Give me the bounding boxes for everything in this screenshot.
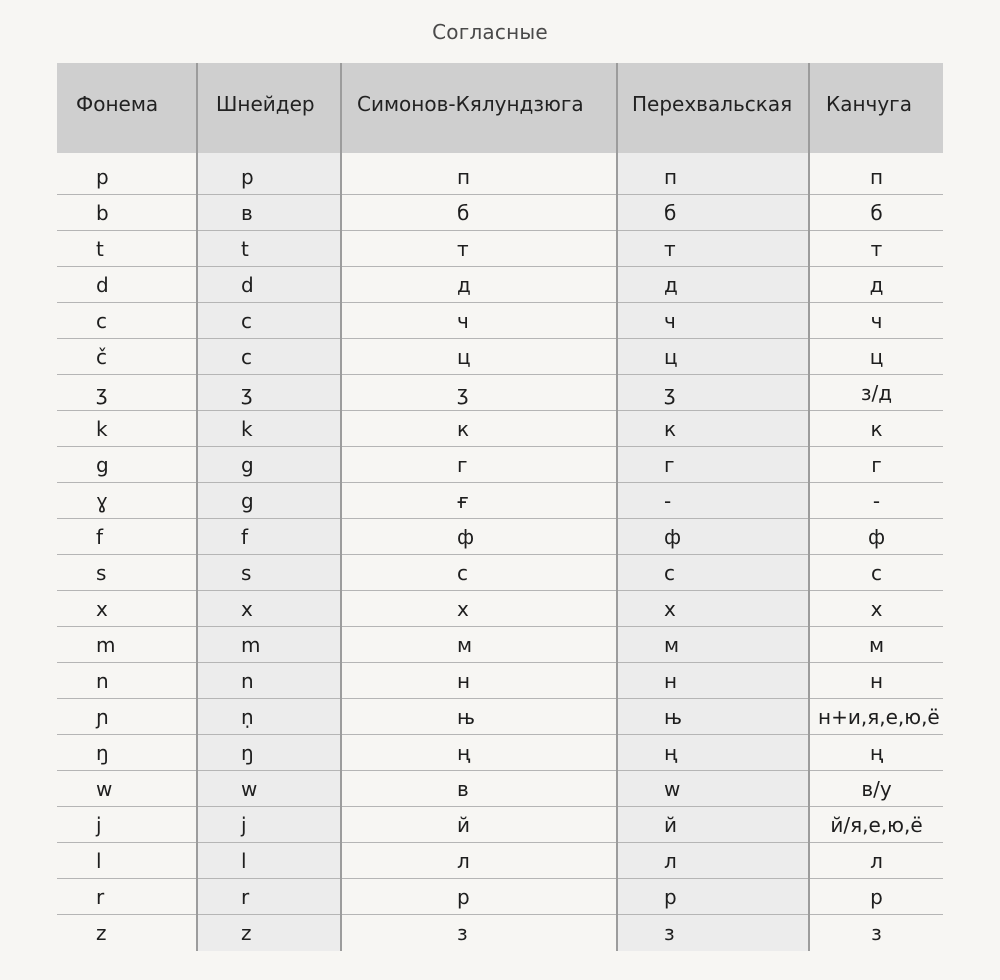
cell-simonov-kyalundzyuga: ң — [341, 735, 617, 771]
cell-kanchuga: п — [809, 159, 943, 195]
table-row — [57, 231, 943, 267]
cell-simonov-kyalundzyuga: з — [341, 915, 617, 952]
cell-kanchuga: г — [809, 447, 943, 483]
cell-phoneme: d — [57, 267, 197, 303]
cell-schneider: ŋ — [197, 735, 341, 771]
cell-simonov-kyalundzyuga: б — [341, 195, 617, 231]
cell-simonov-kyalundzyuga: й — [341, 807, 617, 843]
column-header-phoneme: Фонема — [57, 63, 197, 153]
cell-simonov-kyalundzyuga: х — [341, 591, 617, 627]
cell-perekhvalskaya: г — [617, 447, 809, 483]
cell-simonov-kyalundzyuga: с — [341, 555, 617, 591]
table-row — [57, 159, 943, 195]
cell-phoneme: w — [57, 771, 197, 807]
cell-kanchuga: х — [809, 591, 943, 627]
cell-perekhvalskaya: д — [617, 267, 809, 303]
cell-phoneme: t — [57, 231, 197, 267]
cell-phoneme: r — [57, 879, 197, 915]
cell-schneider: p — [197, 159, 341, 195]
cell-simonov-kyalundzyuga: ʒ — [341, 375, 617, 411]
table-row — [57, 303, 943, 339]
column-header-perekhvalskaya: Перехвальская — [617, 63, 809, 153]
header-row — [57, 63, 943, 153]
table-row — [57, 663, 943, 699]
cell-kanchuga: с — [809, 555, 943, 591]
cell-perekhvalskaya: ф — [617, 519, 809, 555]
cell-phoneme: ɣ — [57, 483, 197, 519]
cell-phoneme: ɲ — [57, 699, 197, 735]
cell-perekhvalskaya: з — [617, 915, 809, 952]
table-row — [57, 267, 943, 303]
consonants-table — [57, 63, 943, 951]
column-header-kanchuga: Канчуга — [809, 63, 943, 153]
consonants-table-container — [57, 63, 943, 951]
table-row — [57, 375, 943, 411]
cell-kanchuga: ң — [809, 735, 943, 771]
cell-kanchuga: т — [809, 231, 943, 267]
cell-simonov-kyalundzyuga: н — [341, 663, 617, 699]
cell-perekhvalskaya: ч — [617, 303, 809, 339]
cell-simonov-kyalundzyuga: њ — [341, 699, 617, 735]
table-row — [57, 807, 943, 843]
cell-perekhvalskaya: - — [617, 483, 809, 519]
cell-schneider: в — [197, 195, 341, 231]
cell-simonov-kyalundzyuga: м — [341, 627, 617, 663]
cell-perekhvalskaya: w — [617, 771, 809, 807]
cell-simonov-kyalundzyuga: л — [341, 843, 617, 879]
table-row — [57, 411, 943, 447]
cell-phoneme: c — [57, 303, 197, 339]
cell-schneider: l — [197, 843, 341, 879]
table-row — [57, 735, 943, 771]
cell-phoneme: n — [57, 663, 197, 699]
cell-perekhvalskaya: ц — [617, 339, 809, 375]
cell-kanchuga: в/y — [809, 771, 943, 807]
cell-phoneme: k — [57, 411, 197, 447]
cell-kanchuga: й/я,е,ю,ё — [809, 807, 943, 843]
cell-phoneme: p — [57, 159, 197, 195]
cell-schneider: r — [197, 879, 341, 915]
cell-kanchuga: н — [809, 663, 943, 699]
cell-simonov-kyalundzyuga: д — [341, 267, 617, 303]
column-header-simonov-kyalundzyuga: Симонов-Кялундзюга — [341, 63, 617, 153]
cell-schneider: s — [197, 555, 341, 591]
cell-phoneme: č — [57, 339, 197, 375]
column-header-schneider: Шнейдер — [197, 63, 341, 153]
table-row — [57, 519, 943, 555]
table-row — [57, 627, 943, 663]
cell-perekhvalskaya: н — [617, 663, 809, 699]
cell-phoneme: f — [57, 519, 197, 555]
table-row — [57, 699, 943, 735]
cell-kanchuga: з — [809, 915, 943, 952]
cell-kanchuga: з/д — [809, 375, 943, 411]
cell-perekhvalskaya: х — [617, 591, 809, 627]
table-row — [57, 915, 943, 952]
cell-schneider: k — [197, 411, 341, 447]
cell-kanchuga: н+и,я,е,ю,ё — [809, 699, 943, 735]
cell-phoneme: g — [57, 447, 197, 483]
cell-simonov-kyalundzyuga: ч — [341, 303, 617, 339]
cell-simonov-kyalundzyuga: г — [341, 447, 617, 483]
cell-schneider: n — [197, 663, 341, 699]
table-row — [57, 447, 943, 483]
cell-perekhvalskaya: м — [617, 627, 809, 663]
cell-simonov-kyalundzyuga: к — [341, 411, 617, 447]
cell-schneider: j — [197, 807, 341, 843]
cell-phoneme: z — [96, 921, 107, 945]
table-row — [57, 879, 943, 915]
cell-phoneme: j — [57, 807, 197, 843]
cell-schneider: g — [197, 447, 341, 483]
table-row — [57, 843, 943, 879]
cell-perekhvalskaya: т — [617, 231, 809, 267]
cell-simonov-kyalundzyuga: р — [341, 879, 617, 915]
cell-simonov-kyalundzyuga: т — [341, 231, 617, 267]
cell-perekhvalskaya: б — [617, 195, 809, 231]
cell-schneider: w — [197, 771, 341, 807]
cell-kanchuga: ц — [809, 339, 943, 375]
cell-phoneme: ŋ — [57, 735, 197, 771]
cell-phoneme: m — [57, 627, 197, 663]
cell-perekhvalskaya: л — [617, 843, 809, 879]
cell-schneider: g — [197, 483, 341, 519]
cell-kanchuga: ф — [809, 519, 943, 555]
cell-simonov-kyalundzyuga: п — [341, 159, 617, 195]
cell-perekhvalskaya: с — [617, 555, 809, 591]
table-row — [57, 195, 943, 231]
cell-perekhvalskaya: к — [617, 411, 809, 447]
cell-simonov-kyalundzyuga: ғ — [341, 483, 617, 519]
cell-perekhvalskaya: р — [617, 879, 809, 915]
cell-schneider: t — [197, 231, 341, 267]
cell-kanchuga: к — [809, 411, 943, 447]
cell-perekhvalskaya: ʒ — [617, 375, 809, 411]
cell-schneider: f — [197, 519, 341, 555]
cell-perekhvalskaya: й — [617, 807, 809, 843]
cell-kanchuga: б — [809, 195, 943, 231]
cell-simonov-kyalundzyuga: ц — [341, 339, 617, 375]
cell-kanchuga: ч — [809, 303, 943, 339]
cell-kanchuga: л — [809, 843, 943, 879]
cell-simonov-kyalundzyuga: в — [341, 771, 617, 807]
cell-phoneme: x — [57, 591, 197, 627]
table-row — [57, 555, 943, 591]
cell-simonov-kyalundzyuga: ф — [341, 519, 617, 555]
table-caption: Согласные — [432, 20, 548, 44]
table-body — [57, 153, 943, 951]
cell-phoneme: ʒ — [57, 375, 197, 411]
cell-phoneme: l — [57, 843, 197, 879]
cell-perekhvalskaya: п — [617, 159, 809, 195]
cell-schneider: z — [197, 915, 341, 952]
table-row — [57, 339, 943, 375]
cell-schneider: ṇ — [197, 699, 341, 735]
cell-kanchuga: р — [809, 879, 943, 915]
cell-schneider: c — [197, 339, 341, 375]
table-row — [57, 483, 943, 519]
cell-perekhvalskaya: ң — [617, 735, 809, 771]
cell-schneider: d — [197, 267, 341, 303]
cell-phoneme: b — [57, 195, 197, 231]
table-row — [57, 591, 943, 627]
cell-kanchuga: м — [809, 627, 943, 663]
cell-phoneme: s — [57, 555, 197, 591]
cell-schneider: c — [197, 303, 341, 339]
cell-kanchuga: д — [809, 267, 943, 303]
cell-perekhvalskaya: њ — [617, 699, 809, 735]
table-row — [57, 771, 943, 807]
cell-schneider: ʒ — [197, 375, 341, 411]
cell-schneider: m — [197, 627, 341, 663]
cell-kanchuga: - — [809, 483, 943, 519]
cell-schneider: x — [197, 591, 341, 627]
